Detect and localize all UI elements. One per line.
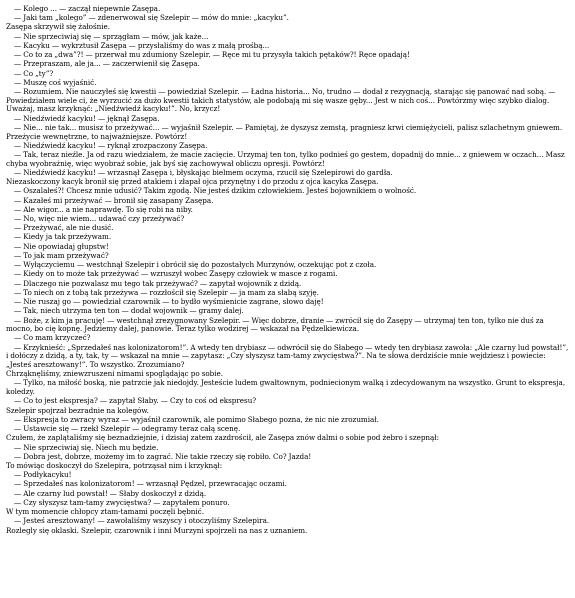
dialogue-paragraph: — Ekspresja to zwracy wyraz — wyjaśnił czarownik, ale pomimo Słabego pozna, że nic nie zrozumiał. — [14, 414, 379, 424]
narration-paragraph: Rozlegly się oklaski. Szelepir, czarownik i inni Murzyni spojrzeli na nas z uznaniem. — [6, 525, 308, 535]
dialogue-paragraph: — Podłykacyku! — [14, 470, 72, 480]
document-body — [6, 5, 569, 535]
narration-paragraph: Chrząknęliśmy, zniewzruszeni nimami spoglądając po sobie. — [6, 369, 224, 379]
narration-paragraph: W tym momencie chłopcy ztam-tamami poczęli bębnić. — [6, 507, 204, 517]
dialogue-paragraph: — Nie sprzeciwiaj się. Niech mu będzie. — [14, 442, 159, 452]
dialogue-paragraph: — Krzyknieść: „Sprzedałeś nas kolonizatorom!”. A wtedy ten drybiasz — odwrócił się do Słabego — wtedy ten drybiasz zawoła: „Ale czarny lud powstał!”, i dołóczy z dzidą, a ty, tak, ty — wskazał na mnie — zapytasz: „Czy słyszysz tam-tamy zwycięstwa?”. Na te słowa derdziście mnie wejdziesz i powiecie: „Jesteś aresztowany!”. To wszystko. Zrozumiano? — [6, 342, 569, 369]
dialogue-paragraph: — Kolego ... — zaczął niepewnie Zasępa. — [14, 4, 161, 13]
narration-paragraph: Czułem, że zaplątaliśmy się beznadziejnie, i dzisiaj zatem zazdrościł, ale Zasępa znów dalmi o sobie pod żebro i szepnął: — [6, 433, 439, 443]
dialogue-paragraph: — Kiedy on to może tak przeżywać — wzruszył wobec Zasępy człowiek w masce z rogami. — [14, 269, 338, 279]
dialogue-paragraph: — Co to jest ekspresja? — zapytał Słaby. — Czy to coś od ekspresu? — [14, 396, 257, 406]
narration-paragraph: Szelepir spojrzał bezradnie na kolegów. — [6, 405, 149, 415]
dialogue-paragraph: — Kiedy ja tak przeżywam. — [14, 232, 112, 242]
dialogue-paragraph: — Nie opowiadaj głupstw! — [14, 241, 109, 251]
dialogue-paragraph: — Nie... nie tak... musisz to przeżywać... — wyjaśnił Szelepir. — Pamiętaj, że dyszysz zemstą, pragniesz krwi ciemiężycieli, palisz szlachetnym gniewem. Przeżycie wewnętrzne, to najważniejsze. Powtórz! — [6, 122, 563, 141]
dialogue-paragraph: — Dlaczego nie pozwalasz mu tego tak przeżywać? — zapytał wojownik z dzidą. — [14, 278, 302, 288]
dialogue-paragraph: — Sprzedałeś nas kolonizatorom! — wrzasnął Pędzel, przewracając oczami. — [14, 479, 287, 489]
narration-paragraph: To mówiąc doskoczył do Szelepira, potrząsał nim i krzyknął: — [6, 460, 223, 470]
dialogue-paragraph: — Dobra jest, dobrze, możemy im to zagrać. Nie takie rzeczy się robiło. Co? Jazda! — [14, 451, 312, 461]
narration-paragraph: Zasępa skrzywił się żałośnie. — [6, 22, 111, 32]
dialogue-paragraph: — Boże, z kim ja pracuję! — westchnął zrezygnowany Szelepir. — Więc dobrze, dranie — zwrócił się do Zasępy — utrzymaj ten ton, tylko nie duś za mocno, bo cię kopnę. Jedziemy dalej, panowie. Teraz tylko wodzirej — wskazał na Pędzelkiewicza. — [6, 315, 544, 334]
dialogue-paragraph: — Przepraszam, ale ja... — zaczerwienił się Zasępa. — [14, 59, 200, 69]
dialogue-paragraph: — Co „ty”? — [14, 68, 54, 78]
dialogue-paragraph: — Kacyku — wykrztusił Zasępa — przysłaliśmy do was z małą prośbą... — [14, 40, 270, 50]
dialogue-paragraph: — To niech on z tobą tak przeżywa — rozzłościł się Szelepir — ja mam za słabą szyję. — [14, 287, 319, 297]
dialogue-paragraph: — Niedźwiedź kacyku! — ryknął zrozpaczony Zasępa. — [14, 140, 208, 150]
dialogue-paragraph: — Co mam krzyczeć? — [14, 333, 91, 343]
dialogue-paragraph: — Nie ruszaj go — powiedział czarownik — to bydło wyśmienicie zagrane, słowo daję! — [14, 297, 324, 307]
dialogue-paragraph: — Wyłączyciemu — westchnął Szelepir i obrócił się do pozostałych Murzynów, oczekując pot z czoła. — [14, 260, 377, 270]
dialogue-paragraph: — Muszę coś wyjaśnić. — [14, 77, 97, 87]
dialogue-paragraph: — Rozumiem. Nie nauczyłeś się kwestii — powiedział Szelepir. — Ładna historia... No, trudno — dodał z rezygnacją, starając się panować nad sobą. — Powiedziałem wiele ci, że wyrzucić za dużo kwestii takich statystów, ale podobają mi się wasze gęby... Jest w nich coś... Powtórzmy więc szybko dialog. Uważaj, masz krzyknąć: „Niedźwiedź kacyku!”. No, krzycz! — [6, 87, 556, 114]
dialogue-paragraph: — Co to za „dwa”?! — przerwał mu zdumiony Szelepir. — Ręce mi tu przysyła takich pętaków?! Ręce opadają! — [14, 50, 410, 60]
dialogue-paragraph: — Ustawcie się — rzekł Szelepir — odegramy teraz całą scenę. — [14, 424, 241, 434]
dialogue-paragraph: — No, więc nie wiem... udawać czy przeżywać? — [14, 214, 185, 224]
dialogue-paragraph: — Tak, teraz nieźle. Ja od razu wiedziałem, że macie zacięcie. Urzymaj ten ton, tylko podnieś go gestem, dopadnij do mnie... z gniewem w oczach... Masz chyba wyobrażnię, więc wyobraź sobie, jak byś się zachowywał obliczu opresji. Powtórz! — [6, 149, 565, 168]
dialogue-paragraph: — Kazałeś mi przeżywać — bronił się zasapany Zasępa. — [14, 195, 214, 205]
narration-paragraph: Niezaskoczony kacyk bronił się przed atakiem i złapał ojca przynętny i do przodu z ojca kacyka Zasępa. — [6, 177, 379, 187]
dialogue-paragraph: — Nie sprzeciwiaj się — sprzągłam — mów, jak każe... — [14, 31, 209, 41]
dialogue-paragraph: — Czy słyszysz tam-tamy zwycięstwa? — zapytałem ponuro. — [14, 497, 230, 507]
dialogue-paragraph: — Jesteś aresztowany! — zawołaliśmy wszyscy i otoczyliśmy Szelepira. — [14, 516, 270, 526]
dialogue-paragraph: — Niedźwiedź kacyku! — wrzasnął Zasępa i, błyskając bielmem oczyma, rzucił się Szelepirowi do gardła. — [14, 167, 393, 177]
dialogue-paragraph: — To jak mam przeżywać? — [14, 250, 109, 260]
dialogue-paragraph: — Tak, niech utrzyma ten ton — dodał wojownik — gramy dalej. — [14, 306, 244, 316]
dialogue-paragraph: — Niedźwiedź kacyku! — jęknął Zasępa. — [14, 113, 160, 123]
dialogue-paragraph: — Oszalałeś?! Chcesz mnie udusić? Takim zgodą. Nie jesteś dzikim człowiekiem. Jesteś bojownikiem o wolność. — [14, 186, 417, 196]
dialogue-paragraph: — Ale czarny lud powstał! — Słaby doskoczył z dzidą. — [14, 488, 207, 498]
dialogue-paragraph: — Tylko, na miłość boską, nie patrzcie jak niedojdy. Jesteście ludem gwałtownym, podniecionym walką i zdecydowanym na wszystko. Grunt to ekspresja, koledzy. — [6, 378, 566, 397]
dialogue-paragraph: — Ale wigor... a nie naprawdę. To się robi na niby. — [14, 204, 193, 214]
dialogue-paragraph: — Przeżywać, ale nie dusić. — [14, 223, 114, 233]
dialogue-paragraph: — Jaki tam „kolego” — zdenerwował się Szelepir — mów do mnie: „kacyku”. — [14, 13, 289, 23]
